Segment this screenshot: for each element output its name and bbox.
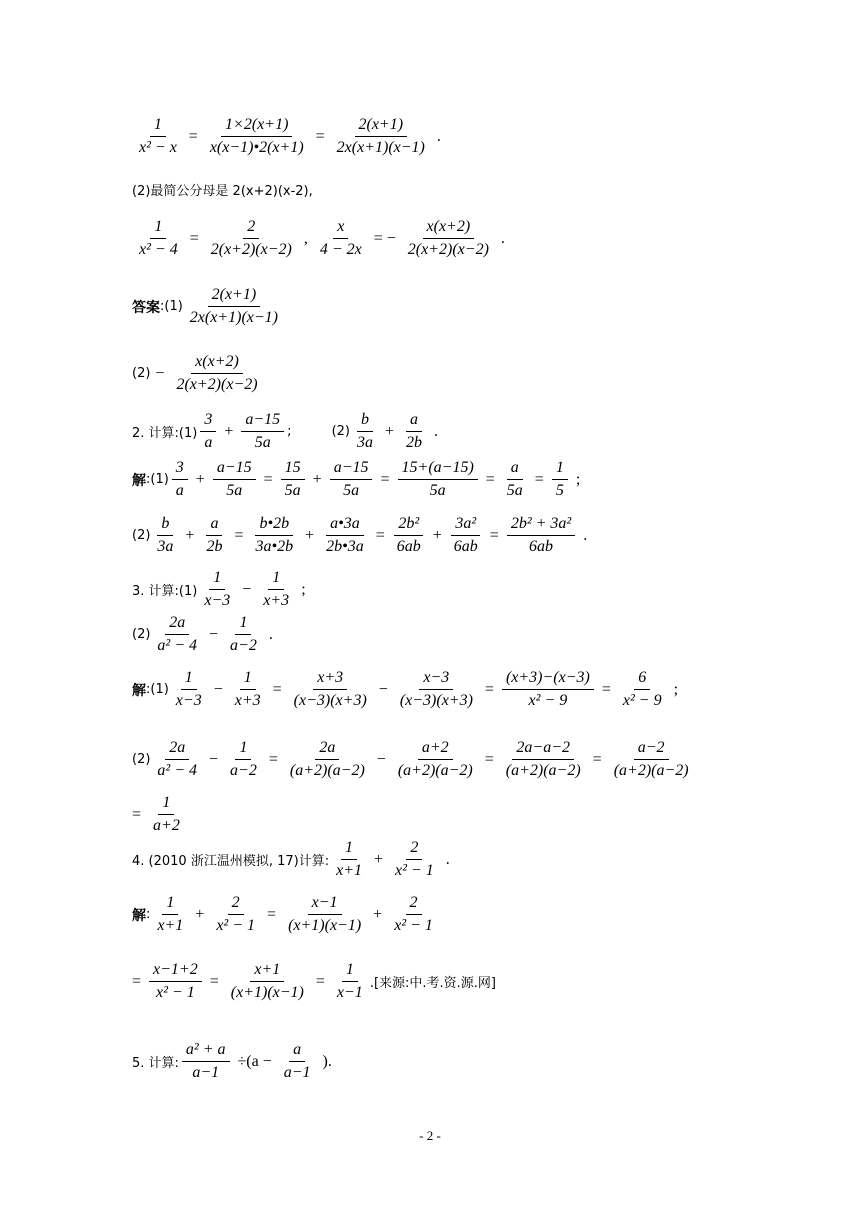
denominator: a xyxy=(204,434,213,451)
denominator: 2(x+2)(x−2) xyxy=(407,241,489,258)
text-span: :(1) xyxy=(146,472,169,487)
fraction xyxy=(186,285,282,328)
operator: = xyxy=(263,470,273,488)
fraction xyxy=(251,514,297,557)
numerator: b xyxy=(157,514,173,536)
operator: + xyxy=(224,422,234,440)
operator: . xyxy=(500,229,505,247)
numerator: x(x+2) xyxy=(423,217,475,239)
denominator: 3a•2b xyxy=(255,538,294,555)
fraction xyxy=(402,410,426,453)
denominator: (a+2)(a−2) xyxy=(613,762,689,779)
fraction xyxy=(390,893,437,936)
fraction xyxy=(286,738,369,781)
operator: − xyxy=(155,364,165,382)
numerator: 1 xyxy=(341,838,357,860)
fraction xyxy=(206,115,308,158)
operator: − xyxy=(209,750,219,768)
numerator: a xyxy=(206,514,222,536)
text-span: 5. 计算: xyxy=(132,1056,179,1071)
numerator: 1 xyxy=(342,960,358,982)
fraction xyxy=(552,458,568,501)
operator: = xyxy=(484,750,494,768)
fraction xyxy=(332,838,366,881)
operator: = xyxy=(188,127,198,145)
text-span: 4. (2010 浙江温州模拟, 17)计算: xyxy=(132,854,330,869)
denominator: a+2 xyxy=(153,817,180,834)
denominator: 5a xyxy=(343,482,360,499)
source-note: .[来源:中.考.资.源.网] xyxy=(369,976,496,991)
operator: . xyxy=(268,625,273,643)
fraction xyxy=(281,458,305,501)
denominator: 3a xyxy=(356,434,373,451)
operator: ; xyxy=(673,680,679,698)
solution-2-1 xyxy=(132,458,585,501)
denominator: x² − 9 xyxy=(622,692,662,709)
numerator: 1 xyxy=(552,458,568,480)
solution-3-1 xyxy=(132,668,683,711)
fraction xyxy=(153,738,201,781)
numerator: 1 xyxy=(268,568,284,590)
denominator: x+1 xyxy=(336,862,362,879)
denominator: 2x(x+1)(x−1) xyxy=(189,309,279,326)
numerator: 2 xyxy=(228,893,244,915)
denominator: 4 − 2x xyxy=(319,241,362,258)
numerator: a−15 xyxy=(330,458,373,480)
fraction xyxy=(290,668,371,711)
numerator: a xyxy=(289,1040,305,1062)
denominator: a−1 xyxy=(283,1064,311,1081)
text-span: (2) xyxy=(132,366,151,381)
denominator: x+3 xyxy=(234,692,261,709)
denominator: x² − 1 xyxy=(394,917,433,934)
denominator: x² − x xyxy=(139,139,177,156)
text-span: 解 xyxy=(132,472,146,489)
text-span: 解 xyxy=(132,907,146,924)
numerator: 15+(a−15) xyxy=(398,458,478,480)
denominator: x−1 xyxy=(336,984,363,1001)
fraction xyxy=(396,668,477,711)
operator: = xyxy=(267,905,277,923)
numerator: 1 xyxy=(162,893,178,915)
fraction xyxy=(172,352,261,395)
operator: = xyxy=(132,805,142,823)
fraction xyxy=(149,960,202,1003)
denominator: 2x(x+1)(x−1) xyxy=(336,139,425,156)
fraction xyxy=(503,458,527,501)
fraction xyxy=(200,410,216,453)
numerator: x−1 xyxy=(308,893,342,915)
numerator: a² + a xyxy=(182,1040,230,1062)
fraction xyxy=(212,893,259,936)
fraction xyxy=(182,1040,230,1083)
operator: . xyxy=(583,526,588,544)
fraction xyxy=(316,217,366,260)
operator: = xyxy=(234,526,244,544)
operator: − xyxy=(242,580,252,598)
operator: + xyxy=(384,422,395,440)
denominator: x(x−1)•2(x+1) xyxy=(209,139,304,156)
denominator: 2(x+2)(x−2) xyxy=(210,241,292,258)
numerator: x−3 xyxy=(419,668,453,690)
fraction xyxy=(450,514,482,557)
numerator: x+3 xyxy=(313,668,347,690)
solution-3-result xyxy=(132,793,187,836)
fraction xyxy=(149,793,184,836)
numerator: 1 xyxy=(150,115,166,137)
denominator: (x−3)(x+3) xyxy=(293,692,367,709)
operator: + xyxy=(195,905,205,923)
problem-3-2 xyxy=(132,613,278,656)
operator: = xyxy=(375,526,385,544)
text-span: 答案 xyxy=(132,299,160,316)
denominator: 5a xyxy=(429,482,446,499)
operator: − xyxy=(213,680,223,698)
text-span: (2) xyxy=(132,752,151,767)
numerator: 2 xyxy=(406,838,422,860)
operator: . xyxy=(436,127,441,145)
operator: + xyxy=(312,470,322,488)
operator: + xyxy=(305,526,315,544)
fraction xyxy=(213,458,256,501)
numerator: a xyxy=(406,410,422,432)
denominator: (x−3)(x+3) xyxy=(399,692,473,709)
numerator: b xyxy=(357,410,373,432)
solution-4-1 xyxy=(132,893,440,936)
fraction xyxy=(280,1040,315,1083)
fraction xyxy=(353,410,377,453)
numerator: a−2 xyxy=(634,738,669,760)
fraction xyxy=(502,668,594,711)
denominator: 2b•3a xyxy=(326,538,364,555)
denominator: x² − 1 xyxy=(156,984,195,1001)
solution-4-2 xyxy=(132,960,496,1003)
fraction xyxy=(393,514,425,557)
denominator: x² − 4 xyxy=(139,241,178,258)
operator: − xyxy=(376,750,386,768)
operator: ÷(a − xyxy=(237,1052,272,1070)
numerator: 2a xyxy=(315,738,339,760)
fraction xyxy=(404,217,493,260)
numerator: 1×2(x+1) xyxy=(221,115,292,137)
text-span: 3. 计算:(1) xyxy=(132,584,198,599)
operator: − xyxy=(209,625,219,643)
numerator: 3a² xyxy=(451,514,480,536)
numerator: x(x+2) xyxy=(191,352,243,374)
text-line-2 xyxy=(132,180,313,199)
text-span: : xyxy=(146,907,151,922)
fraction xyxy=(333,960,367,1003)
fraction xyxy=(322,514,368,557)
denominator: (a+2)(a−2) xyxy=(289,762,365,779)
denominator: 5a xyxy=(226,482,243,499)
operator: + xyxy=(374,850,384,868)
fraction xyxy=(172,458,188,501)
page-number: - 2 - xyxy=(419,1128,441,1143)
operator: = xyxy=(601,680,611,698)
operator: = xyxy=(189,229,199,247)
equation-line-3 xyxy=(132,217,510,260)
fraction xyxy=(231,668,265,711)
operator: + xyxy=(432,526,442,544)
operator: ; xyxy=(575,470,581,488)
operator: = xyxy=(315,972,325,990)
numerator: a−15 xyxy=(241,410,284,432)
fraction xyxy=(135,217,182,260)
fraction xyxy=(226,613,261,656)
denominator: 2b xyxy=(406,434,423,451)
operator: . xyxy=(434,422,439,440)
fraction xyxy=(207,217,296,260)
numerator: 3 xyxy=(172,458,188,480)
denominator: 6ab xyxy=(396,538,421,555)
numerator: 1 xyxy=(240,668,256,690)
problem-5 xyxy=(132,1040,337,1083)
numerator: 1 xyxy=(158,793,174,815)
fraction xyxy=(153,893,187,936)
denominator: 6ab xyxy=(529,538,554,555)
denominator: (a+2)(a−2) xyxy=(397,762,473,779)
numerator: a+2 xyxy=(418,738,453,760)
numerator: 2(x+1) xyxy=(355,115,408,137)
denominator: (x+1)(x−1) xyxy=(230,984,304,1001)
problem-2 xyxy=(132,410,443,453)
numerator: x−1+2 xyxy=(149,960,202,982)
text-span: (2)最简公分母是 2(x+2)(x-2), xyxy=(132,184,313,199)
fraction xyxy=(398,458,478,501)
operator: + xyxy=(195,470,205,488)
denominator: 5a xyxy=(506,482,523,499)
fraction xyxy=(284,893,365,936)
numerator: (x+3)−(x−3) xyxy=(502,668,594,690)
operator: = xyxy=(272,680,282,698)
text-span: :(1) xyxy=(146,682,169,697)
denominator: 5 xyxy=(555,482,564,499)
numerator: 1 xyxy=(209,568,225,590)
fraction xyxy=(507,514,575,557)
fraction xyxy=(172,668,206,711)
text-span: (2) xyxy=(331,424,350,439)
denominator: a−2 xyxy=(230,762,257,779)
operator: − xyxy=(378,680,388,698)
fraction xyxy=(153,514,177,557)
numerator: 2b² + 3a² xyxy=(507,514,575,536)
solution-3-2 xyxy=(132,738,696,781)
operator: = − xyxy=(373,229,396,247)
numerator: 1 xyxy=(150,217,166,239)
denominator: x+3 xyxy=(263,592,290,609)
numerator: 2a−a−2 xyxy=(512,738,574,760)
denominator: 5a xyxy=(254,434,271,451)
operator: . xyxy=(445,850,450,868)
denominator: 5a xyxy=(284,482,301,499)
denominator: x² − 1 xyxy=(395,862,434,879)
fraction xyxy=(241,410,284,453)
operator: = xyxy=(484,680,494,698)
operator: , xyxy=(303,229,308,247)
answer-line-1 xyxy=(132,285,285,328)
fraction xyxy=(394,738,477,781)
fraction xyxy=(259,568,293,611)
denominator: a² − 4 xyxy=(157,637,198,654)
denominator: 2b xyxy=(206,538,223,555)
operator: ). xyxy=(322,1052,332,1070)
denominator: 2(x+2)(x−2) xyxy=(176,376,258,393)
fraction xyxy=(619,668,666,711)
denominator: 6ab xyxy=(453,538,478,555)
denominator: x+1 xyxy=(157,917,184,934)
denominator: x² − 9 xyxy=(528,692,568,709)
fraction xyxy=(135,115,181,158)
fraction xyxy=(391,838,438,881)
numerator: x+1 xyxy=(250,960,284,982)
equation-line-1 xyxy=(132,115,446,158)
denominator: (a+2)(a−2) xyxy=(505,762,581,779)
numerator: 2a xyxy=(165,738,189,760)
operator: = xyxy=(485,470,495,488)
denominator: x−3 xyxy=(175,692,202,709)
denominator: x² − 1 xyxy=(216,917,256,934)
denominator: 3a xyxy=(157,538,174,555)
operator: = xyxy=(592,750,602,768)
answer-line-2 xyxy=(132,352,265,395)
problem-3-1 xyxy=(132,568,311,611)
fraction xyxy=(202,514,226,557)
denominator: a−2 xyxy=(230,637,257,654)
fraction xyxy=(200,568,234,611)
text-span: 解 xyxy=(132,682,146,699)
solution-2-2 xyxy=(132,514,592,557)
numerator: 15 xyxy=(281,458,305,480)
numerator: 2a xyxy=(165,613,189,635)
numerator: a xyxy=(507,458,523,480)
fraction xyxy=(330,458,373,501)
denominator: x−3 xyxy=(204,592,231,609)
numerator: x xyxy=(333,217,348,239)
text-span: ; xyxy=(287,424,292,439)
denominator: (x+1)(x−1) xyxy=(288,917,362,934)
problem-4 xyxy=(132,838,455,881)
operator: ; xyxy=(301,580,306,598)
numerator: 1 xyxy=(235,613,251,635)
text-span: (2) xyxy=(132,528,151,543)
operator: = xyxy=(268,750,278,768)
fraction xyxy=(333,115,429,158)
operator: + xyxy=(185,526,195,544)
numerator: a−15 xyxy=(213,458,256,480)
operator: = xyxy=(209,972,219,990)
denominator: a² − 4 xyxy=(157,762,198,779)
numerator: 2 xyxy=(406,893,422,915)
denominator: a−1 xyxy=(192,1064,220,1081)
operator: = xyxy=(534,470,544,488)
numerator: 3 xyxy=(200,410,216,432)
operator: = xyxy=(380,470,390,488)
fraction xyxy=(610,738,693,781)
fraction xyxy=(502,738,585,781)
numerator: a•3a xyxy=(326,514,364,536)
text-span: :(1) xyxy=(160,299,183,314)
denominator: a xyxy=(175,482,184,499)
numerator: 2(x+1) xyxy=(208,285,261,307)
numerator: 1 xyxy=(181,668,197,690)
numerator: 6 xyxy=(634,668,650,690)
numerator: 2b² xyxy=(394,514,423,536)
text-span: 2. 计算:(1) xyxy=(132,426,198,441)
numerator: 1 xyxy=(235,738,251,760)
operator: = xyxy=(489,526,499,544)
numerator: b•2b xyxy=(255,514,293,536)
numerator: 2 xyxy=(243,217,259,239)
operator: = xyxy=(315,127,325,145)
operator: + xyxy=(373,905,383,923)
operator: = xyxy=(132,972,142,990)
fraction xyxy=(153,613,201,656)
fraction xyxy=(227,960,308,1003)
text-span: (2) xyxy=(132,627,151,642)
fraction xyxy=(226,738,261,781)
